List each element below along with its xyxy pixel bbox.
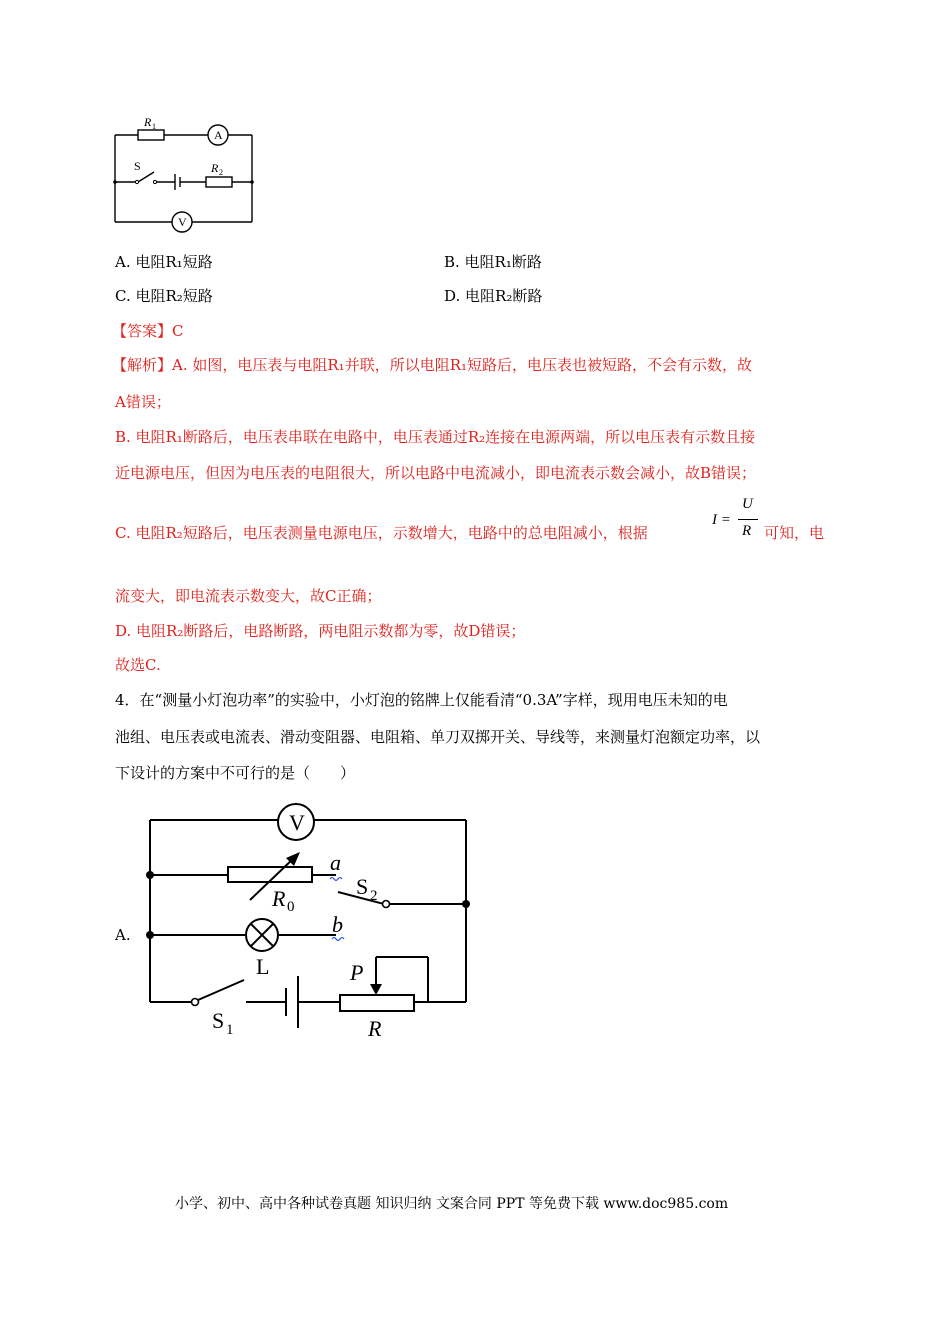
resistor-r2 [206,177,232,187]
option-d: D. 电阻R₂断路 [444,287,543,305]
answer-line [112,321,184,341]
s2-label: S [356,874,369,899]
analysis-a-line1 [112,355,752,375]
analysis-a-line2: A错误； [115,393,171,411]
rheostat-r [340,995,414,1011]
circuit-diagram-q4-a [140,800,480,1045]
ammeter-label: A [214,128,223,142]
analysis-c-line2: 流变大，即电流表示数变大，故C正确； [115,587,382,605]
answer-label: 【答案】 [112,322,173,340]
page-footer: 小学、初中、高中各种试卷真题 知识归纳 文案合同 PPT 等免费下载 www.doc985.com [175,1196,729,1212]
voltmeter-label: V [178,215,187,229]
r0-label: R [272,886,286,911]
terminal-b-label: b [332,912,343,937]
answer-value: C [172,322,184,340]
circuit-diagram-q3 [100,110,270,235]
slider-p-label: P [350,960,364,985]
resistor-r1 [138,130,164,140]
s1-sub: 1 [226,1022,234,1038]
option-c: C. 电阻R₂短路 [115,287,213,305]
switch-s-label: S [134,159,141,173]
q4-stem-line2: 池组、电压表或电流表、滑动变阻器、电阻箱、单刀双掷开关、导线等，来测量灯泡额定功率，以 [115,728,761,746]
analysis-a-text: A. 如图，电压表与电阻R₁并联，所以电阻R₁短路后，电压表也被短路，不会有示数，故 [172,356,753,374]
conclusion-line: 故选C. [115,656,161,674]
switch-s1-lever [198,980,244,1000]
formula-fraction-bar [738,519,758,520]
lamp-label: L [256,954,270,979]
s2-sub: 2 [370,888,378,904]
s1-label: S [212,1008,225,1033]
option-b: B. 电阻R₁断路 [444,253,542,271]
r2-label: R [211,161,219,175]
formula-ohms-law [710,496,762,546]
voltmeter-label: V [289,810,305,835]
analysis-label: 【解析】 [112,356,173,374]
option-a: A. 电阻R₁短路 [115,253,213,271]
q4-option-a-label: A. [115,926,131,944]
analysis-c-line1-pre: C. 电阻R₂短路后，电压表测量电源电压，示数增大，电路中的总电阻减小，根据 [115,524,648,542]
q4-stem-line3: 下设计的方案中不可行的是（ ） [115,764,356,782]
q4-stem-line1: 4．在“测量小灯泡功率”的实验中，小灯泡的铭牌上仅能看清“0.3A”字样，现用电压未知的电 [115,691,728,709]
r1-label: R [144,115,152,129]
analysis-d-line: D. 电阻R₂断路后，电路断路，两电阻示数都为零，故D错误； [115,622,526,640]
slider-arrow-head [370,984,382,995]
analysis-b-line2: 近电源电压，但因为电压表的电阻很大，所以电路中电流减小，即电流表示数会减小，故B错误； [115,464,757,482]
r1-sub: 1 [152,122,156,131]
r0-sub: 0 [287,899,295,915]
formula-denominator: R [742,523,752,539]
formula-numerator: U [742,496,753,512]
analysis-c-line1-post: 可知，电 [764,524,825,542]
analysis-b-line1: B. 电阻R₁断路后，电压表串联在电路中，电压表通过R₂连接在电源两端，所以电压表有示数且接 [115,428,756,446]
r2-sub: 2 [219,168,223,177]
rheostat-label: R [368,1016,382,1041]
switch-s-lever [138,172,154,182]
formula-lhs: I = [712,512,731,528]
terminal-a-label: a [330,850,341,875]
